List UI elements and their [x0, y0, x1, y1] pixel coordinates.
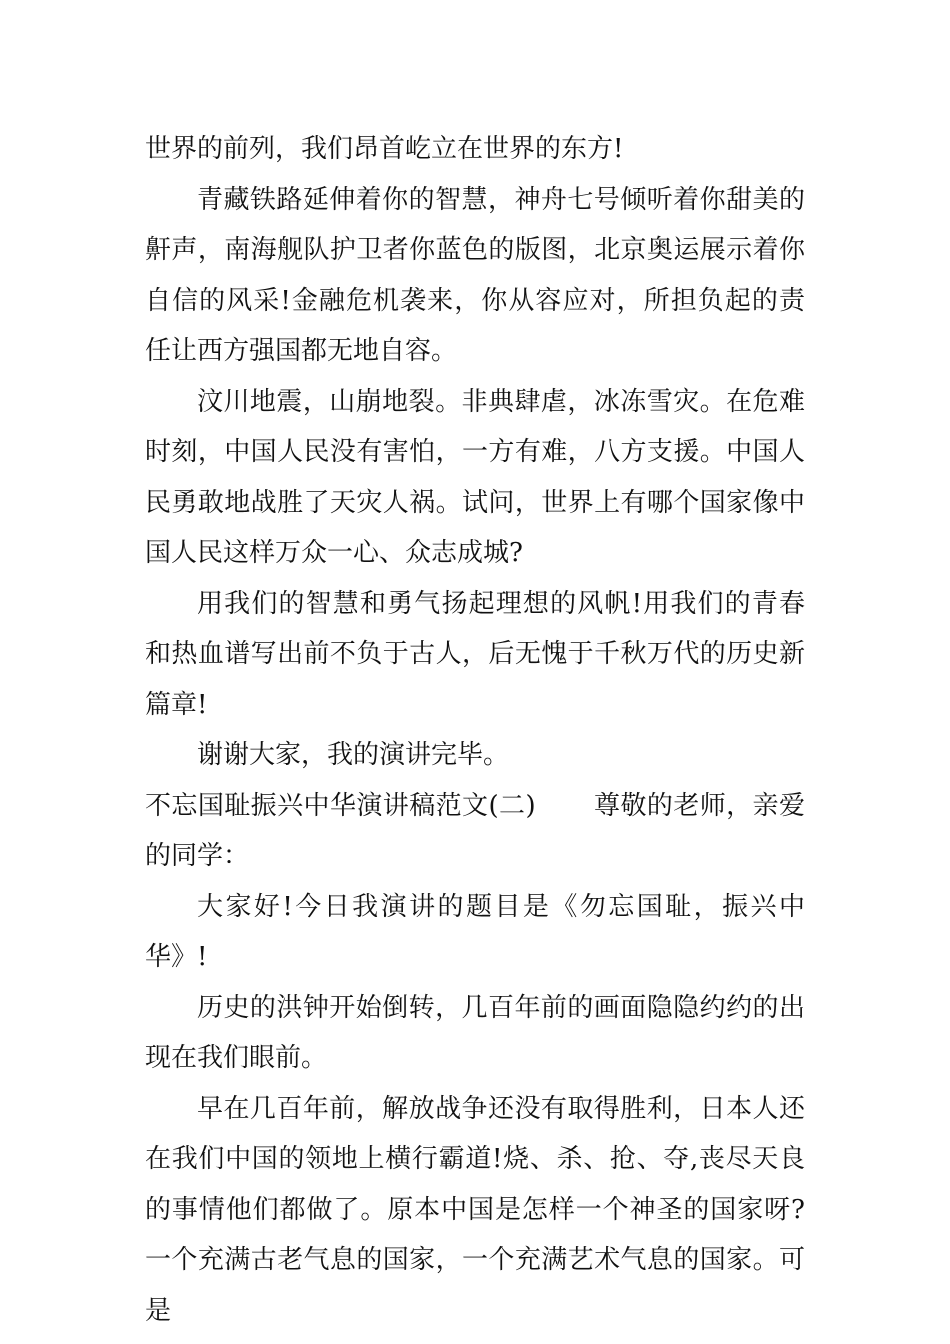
section-greeting: 尊敬的老师，亲爱的同学：: [145, 790, 805, 871]
document-page: [145, 124, 805, 1336]
section-title: 不忘国耻振兴中华演讲稿范文(二): [145, 790, 536, 821]
paragraph: 青藏铁路延伸着你的智慧，神舟七号倾听着你甜美的鼾声，南海舰队护卫者你蓝色的版图，北京奥运展示着你自信的风采!金融危机袭来，你从容应对，所担负起的责任让西方强国都无地自容。: [145, 184, 805, 366]
paragraph: 汶川地震，山崩地裂。非典肆虐，冰冻雪灾。在危难时刻，中国人民没有害怕，一方有难，八方支援。中国人民勇敢地战胜了天灾人祸。试问，世界上有哪个国家像中国人民这样万众一心、众志成城?: [145, 386, 805, 568]
section-heading-paragraph: [145, 781, 805, 882]
paragraph: 历史的洪钟开始倒转，几百年前的画面隐隐约约的出现在我们眼前。: [145, 992, 805, 1073]
paragraph: 世界的前列，我们昂首屹立在世界的东方!: [145, 134, 624, 164]
paragraph: 早在几百年前，解放战争还没有取得胜利，日本人还在我们中国的领地上横行霸道!烧、杀、抢、夺,丧尽天良的事情他们都做了。原本中国是怎样一个神圣的国家呀?一个充满古老气息的国家，一个充满艺术气息的国家。可是: [145, 1093, 805, 1326]
paragraph: 谢谢大家，我的演讲完毕。: [197, 740, 510, 770]
paragraph: 用我们的智慧和勇气扬起理想的风帆!用我们的青春和热血谱写出前不负于古人，后无愧于千秋万代的历史新篇章!: [145, 588, 805, 720]
paragraph: 大家好!今日我演讲的题目是《勿忘国耻，振兴中华》!: [145, 891, 805, 972]
